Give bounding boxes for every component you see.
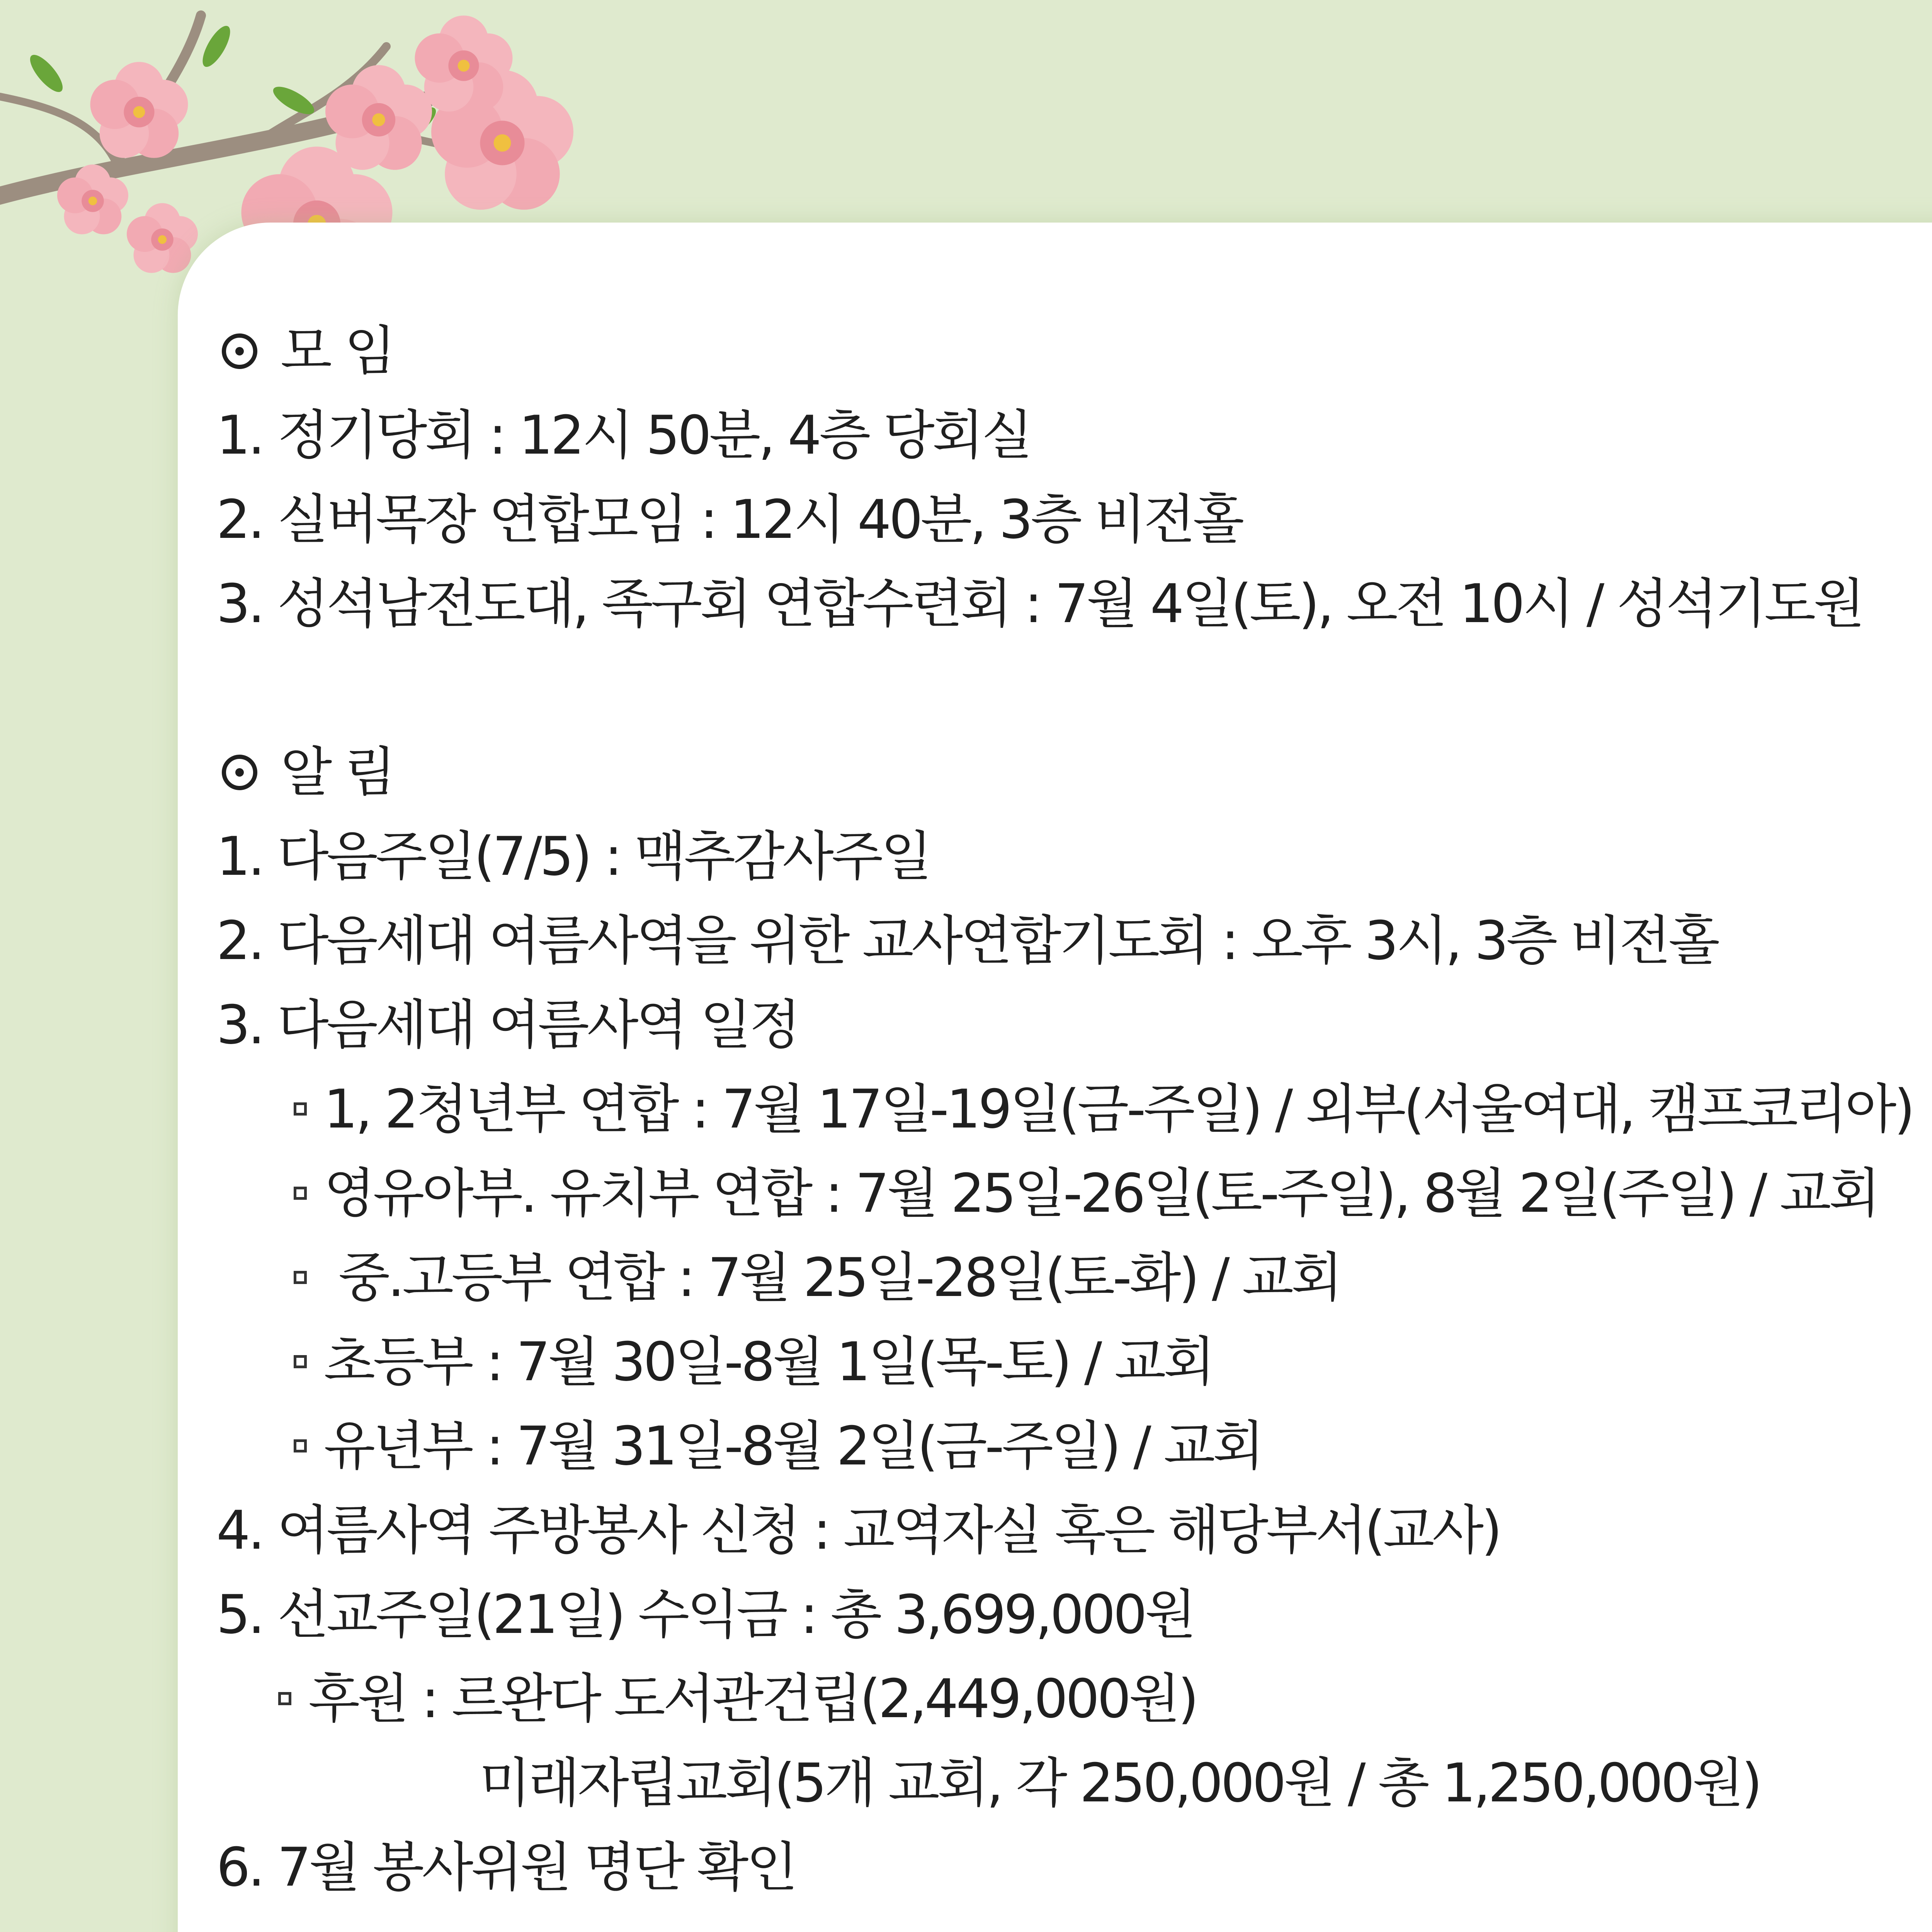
square-bullet-icon [294,1355,307,1368]
square-bullet-icon [294,1102,307,1116]
list-item: 4. 여름사역 주방봉사 신청 : 교역자실 혹은 해당부서(교사) [216,1499,1500,1561]
section-header-notice [216,730,1913,815]
circled-dot-icon [222,755,257,790]
list-item: 5. 선교주일(21일) 수익금 : 총 3,699,000원 [216,1583,1194,1646]
schedule-item: 유년부 : 7월 31일-8월 2일(금-주일) / 교회 [216,1404,1913,1488]
section-title: 알 림 [281,741,394,803]
list-item: 3. 다음세대 여름사역 일정 [216,994,799,1056]
list-item: 1. 다음주일(7/5) : 맥추감사주일 [216,825,930,888]
square-bullet-icon [294,1187,307,1200]
sponsor-item-continued: 미래자립교회(5개 교회, 각 250,000원 / 총 1,250,000원) [479,1752,1760,1814]
section-header-meeting [216,309,1913,393]
square-bullet-icon [278,1692,291,1705]
circled-dot-icon [222,333,257,369]
list-item: 6. 7월 봉사위원 명단 확인 [216,1836,796,1898]
list-item: 3. 성석남전도대, 족구회 연합수련회 : 7월 4일(토), 오전 10시 / 성석기도원 [216,573,1863,635]
list-item: 2. 실버목장 연합모임 : 12시 40분, 3층 비전홀 [216,488,1242,551]
list-item: 1. 정기당회 : 12시 50분, 4층 당회실 [216,404,1031,466]
square-bullet-icon [294,1439,307,1452]
schedule-item: 중.고등부 연합 : 7월 25일-28일(토-화) / 교회 [216,1236,1913,1320]
schedule-item: 1, 2청년부 연합 : 7월 17일-19일(금-주일) / 외부(서울여대, 캠프코리아) [216,1067,1913,1151]
list-item: 2. 다음세대 여름사역을 위한 교사연합기도회 : 오후 3시, 3층 비전홀 [216,910,1718,972]
schedule-item: 영유아부. 유치부 연합 : 7월 25일-26일(토-주일), 8월 2일(주일) / 교회 [216,1151,1913,1236]
sponsor-item: 후원 : 르완다 도서관건립(2,449,000원) [216,1657,1913,1741]
announcement-content [216,309,1913,1932]
square-bullet-icon [294,1271,307,1284]
section-title: 모 임 [281,320,394,382]
schedule-item: 초등부 : 7월 30일-8월 1일(목-토) / 교회 [216,1320,1913,1404]
